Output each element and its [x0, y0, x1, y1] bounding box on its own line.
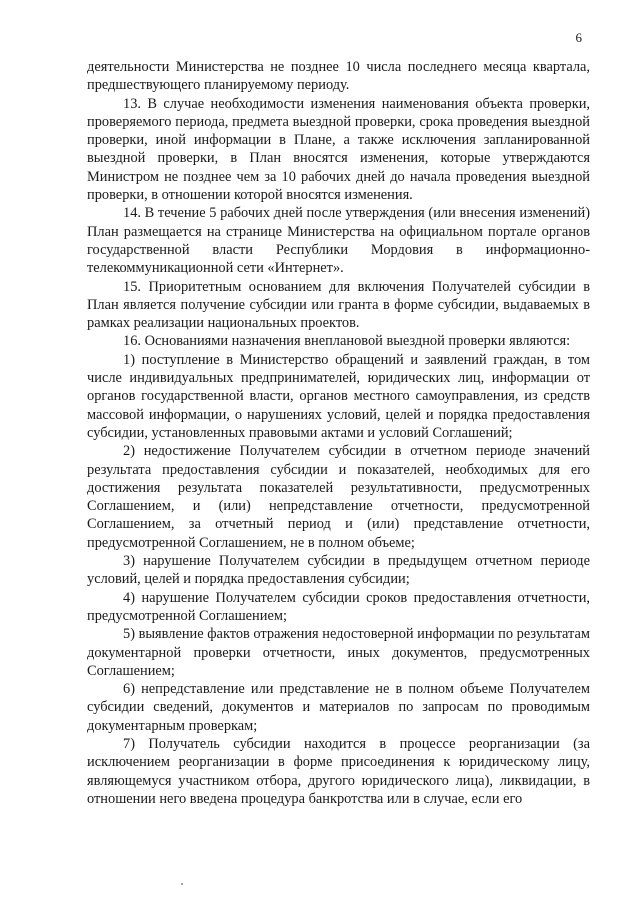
subitem-3: 3) нарушение Получателем субсидии в предыдущем отчетном периоде условий, целей и порядка предоставления субсидии;: [87, 553, 590, 588]
scan-artifact-dot: [181, 883, 183, 885]
document-body: [87, 58, 590, 808]
subitem-2: 2) недостижение Получателем субсидии в отчетном периоде значений результата предоставления субсидии и показателей, необходимых для его достижения результата показателей результативности, предусмотренных Соглашением, и (или) непредставление отчетности, предусмотренной Соглашением, за отчетный период и (или) представление отчетности, предусмотренной Соглашением, не в полном объеме;: [87, 443, 590, 551]
paragraph-item-13: 13. В случае необходимости изменения наименования объекта проверки, проверяемого периода, предмета выездной проверки, срока проведения выездной проверки, иной информации в Плане, а также исключения запланированной выездной проверки, в План вносятся изменения, которые утверждаются Министром не позднее чем за 10 рабочих дней до начала проведения выездной проверки, в отношении которой вносятся изменения.: [87, 95, 590, 204]
subitem-7: 7) Получатель субсидии находится в процессе реорганизации (за исключением реорганизации в форме присоединения к юридическому лицу, являющемуся участником отбора, другого юридического лица), ликвидации, в отношении него введена процедура банкротства или в случае, если его: [87, 735, 590, 807]
paragraph-item-14: 14. В течение 5 рабочих дней после утверждения (или внесения изменений) План размещается на странице Министерства на официальном портале органов государственной власти Республики Мордовия в информационно-телекоммуникационной сети «Интернет».: [87, 205, 590, 277]
paragraph-item-16: 16. Основаниями назначения внеплановой выездной проверки являются:: [123, 333, 571, 350]
subitem-5: 5) выявление фактов отражения недостоверной информации по результатам документарной проверки отчетности, иных документов, предусмотренных Соглашением;: [87, 626, 591, 679]
paragraph-item-15: 15. Приоритетным основанием для включения Получателей субсидии в План является получение субсидии или гранта в форме субсидии, выдаваемых в рамках реализации национальных проектов.: [87, 278, 590, 332]
subitem-6: 6) непредставление или представление не в полном объеме Получателем субсидии сведений, документов и материалов по запросам по проводимым документарным проверкам;: [87, 681, 590, 734]
subitem-1: 1) поступление в Министерство обращений и заявлений граждан, в том числе индивидуальных предпринимателей, юридических лиц, информации от органов государственной власти, органов местного самоуправления, из средств массовой информации, о нарушениях условий, целей и порядка предоставления субсидии, установленных правовыми актами и условий Соглашений;: [87, 351, 590, 441]
subitem-4: 4) нарушение Получателем субсидии сроков предоставления отчетности, предусмотренной Соглашением;: [87, 589, 590, 624]
page-number: 6: [575, 30, 582, 45]
paragraph-continuation: деятельности Министерства не позднее 10 числа последнего месяца квартала, предшествующего планируемому периоду.: [87, 59, 590, 94]
